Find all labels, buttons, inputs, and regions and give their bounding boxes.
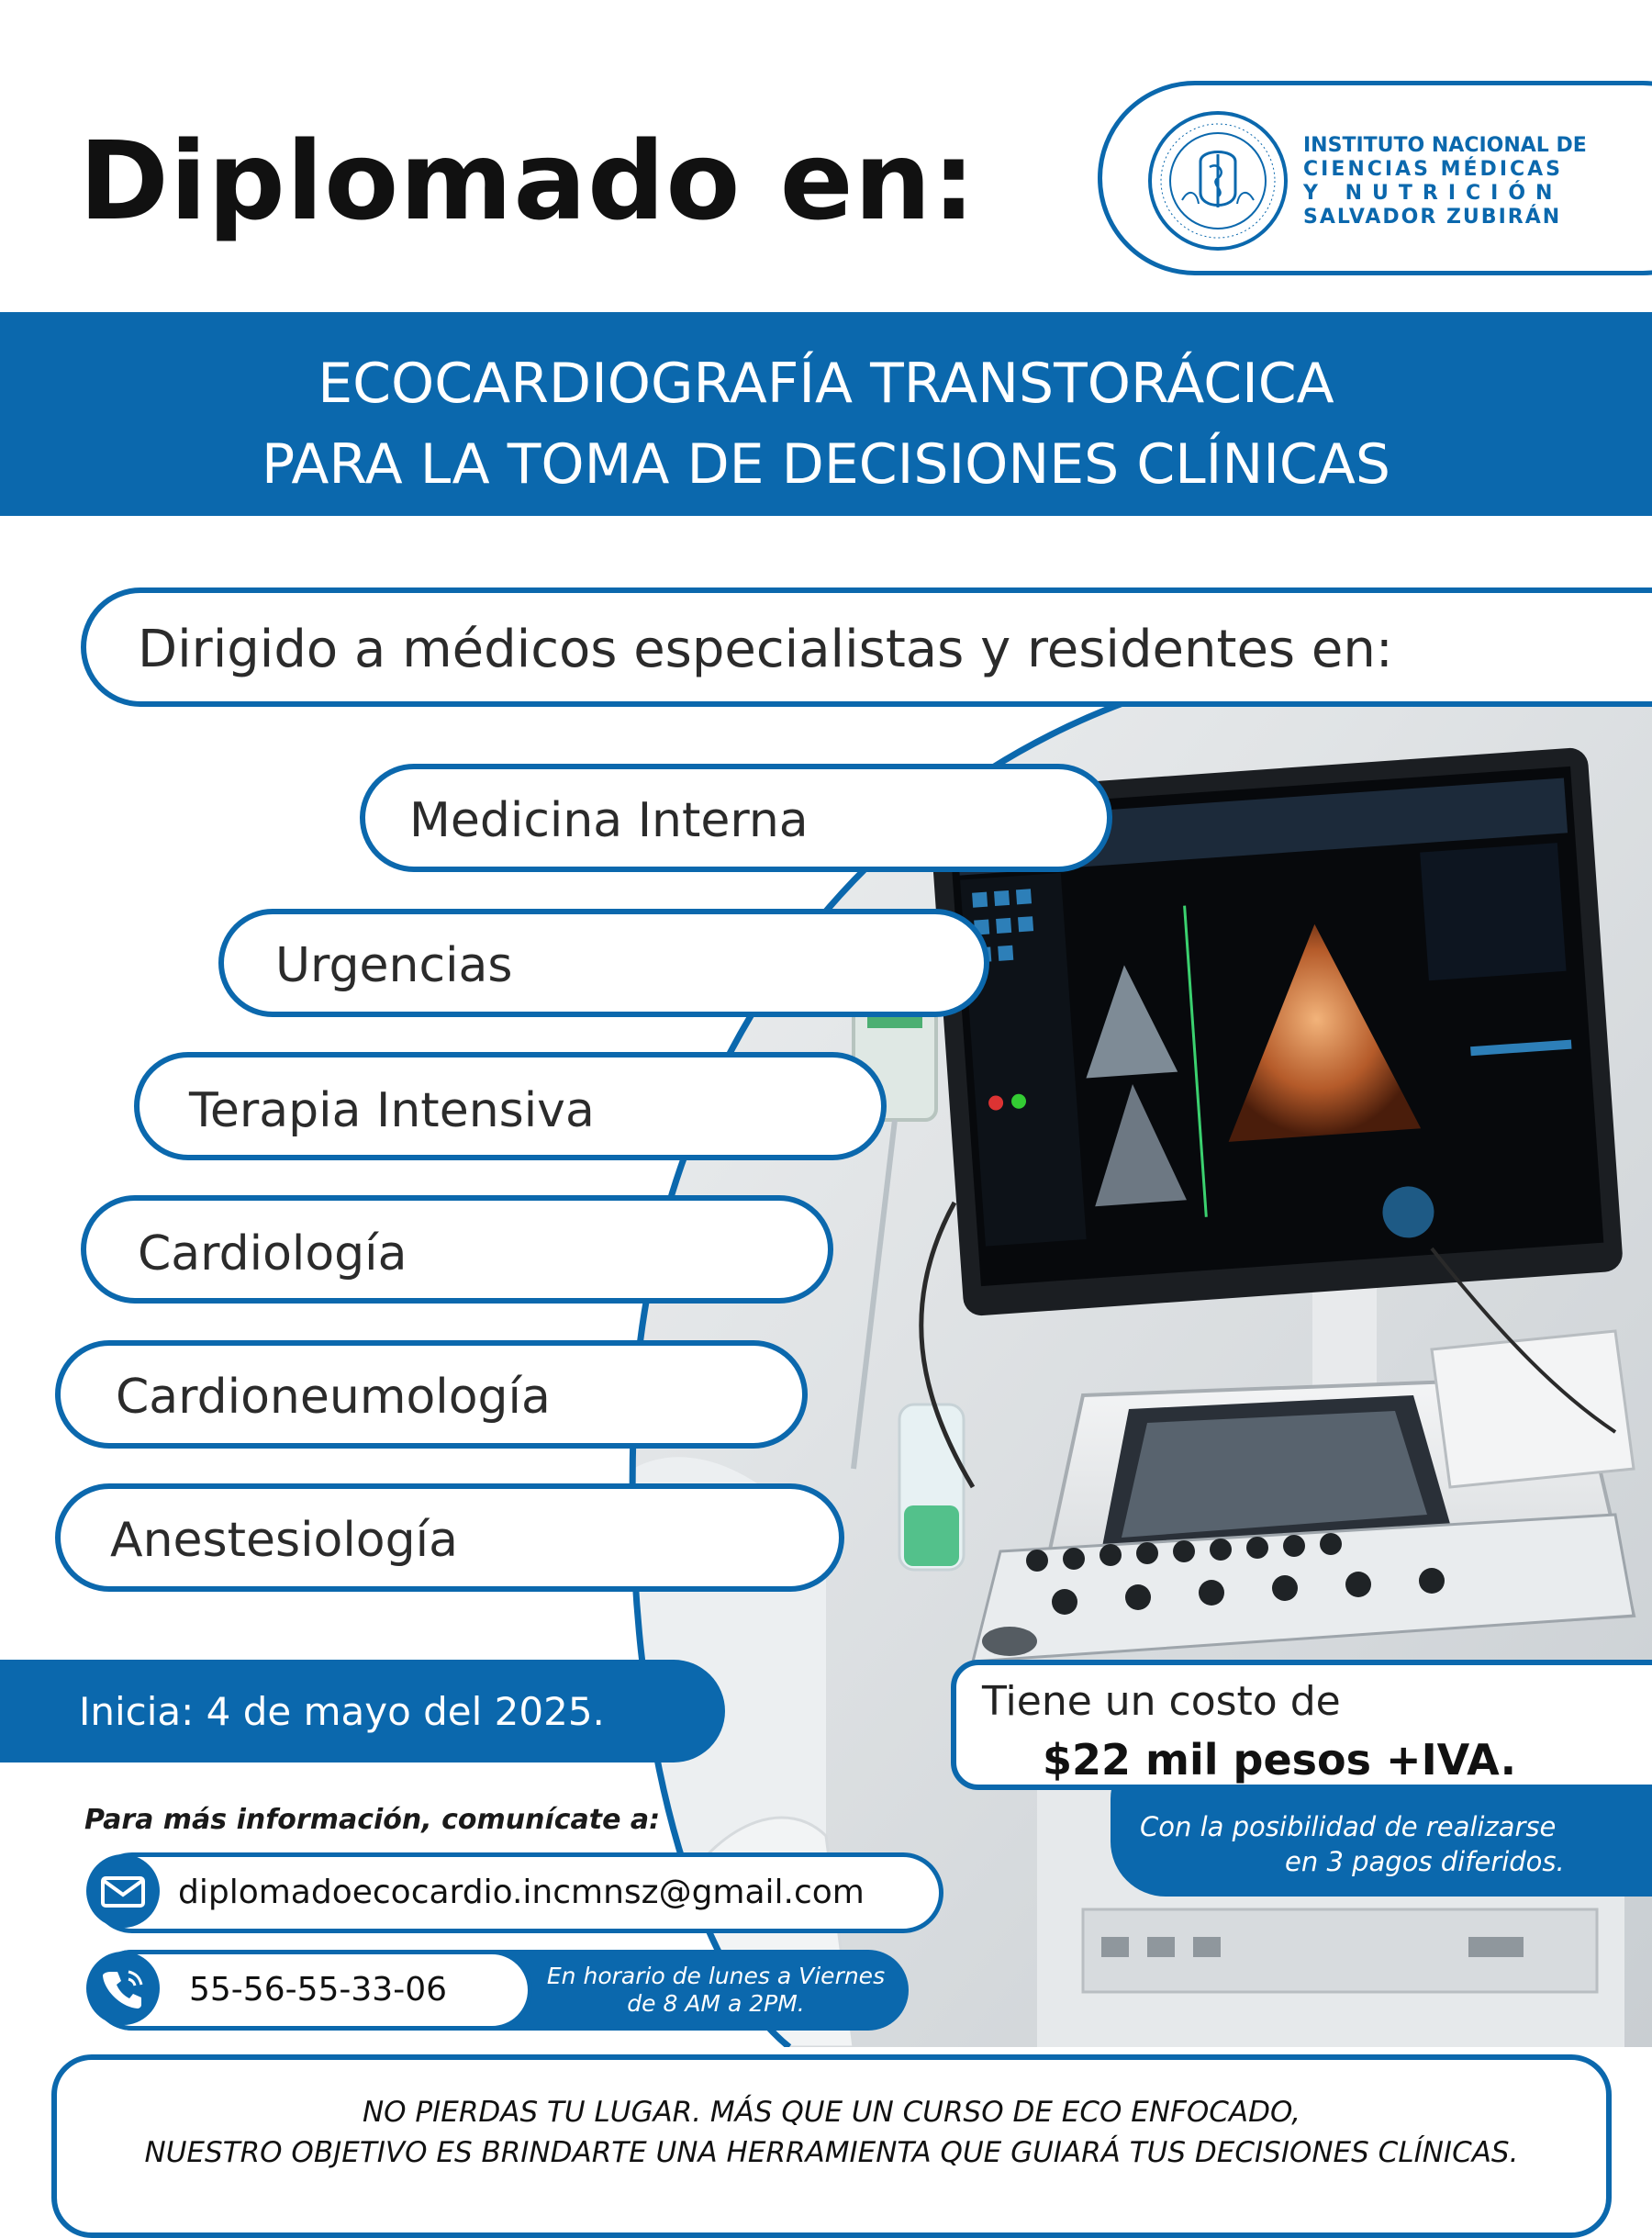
specialty-label: Urgencias bbox=[275, 938, 513, 993]
cost-note-line2: en 3 pagos diferidos. bbox=[1285, 1846, 1565, 1877]
institution-name-line2: CIENCIAS MÉDICAS bbox=[1303, 158, 1564, 181]
audience-heading: Dirigido a médicos especialistas y residentes en: bbox=[138, 620, 1393, 679]
specialty-label: Terapia Intensiva bbox=[189, 1083, 595, 1138]
institution-name-line4: SALVADOR ZUBIRÁN bbox=[1303, 206, 1562, 229]
hours-line1: En horario de lunes a Viernes bbox=[546, 1963, 886, 1989]
phone-icon bbox=[86, 1952, 160, 2025]
cost-amount: $22 mil pesos +IVA. bbox=[1043, 1735, 1517, 1785]
institution-name-line1: INSTITUTO NACIONAL DE bbox=[1303, 134, 1587, 157]
hours-line2: de 8 AM a 2PM. bbox=[627, 1990, 805, 2017]
specialty-label: Cardioneumología bbox=[116, 1370, 551, 1425]
cost-note-line1: Con la posibilidad de realizarse bbox=[1140, 1811, 1557, 1842]
footer-line2: NUESTRO OBJETIVO ES BRINDARTE UNA HERRAMIENTA QUE GUIARÁ TUS DECISIONES CLÍNICAS. bbox=[144, 2136, 1519, 2169]
footer-line1: NO PIERDAS TU LUGAR. MÁS QUE UN CURSO DE ECO ENFOCADO, bbox=[362, 2096, 1301, 2129]
course-title-line1: ECOCARDIOGRAFÍA TRANSTORÁCICA bbox=[318, 352, 1334, 416]
main-title: Diplomado en: bbox=[79, 117, 977, 244]
email-address[interactable]: diplomadoecocardio.incmnsz@gmail.com bbox=[178, 1874, 865, 1911]
course-title-line2: PARA LA TOMA DE DECISIONES CLÍNICAS bbox=[262, 432, 1390, 497]
specialty-label: Anestesiología bbox=[110, 1513, 458, 1568]
contact-label: Para más información, comunícate a: bbox=[84, 1804, 661, 1836]
cost-intro: Tiene un costo de bbox=[982, 1678, 1341, 1725]
institution-seal-icon bbox=[1145, 108, 1290, 253]
specialty-label: Medicina Interna bbox=[409, 793, 809, 848]
specialty-label: Cardiología bbox=[138, 1226, 407, 1281]
phone-number[interactable]: 55-56-55-33-06 bbox=[189, 1971, 448, 2009]
envelope-icon bbox=[86, 1854, 160, 1928]
institution-name-line3: Y NUTRICIÓN bbox=[1303, 182, 1563, 205]
start-date-text: Inicia: 4 de mayo del 2025. bbox=[79, 1689, 605, 1734]
